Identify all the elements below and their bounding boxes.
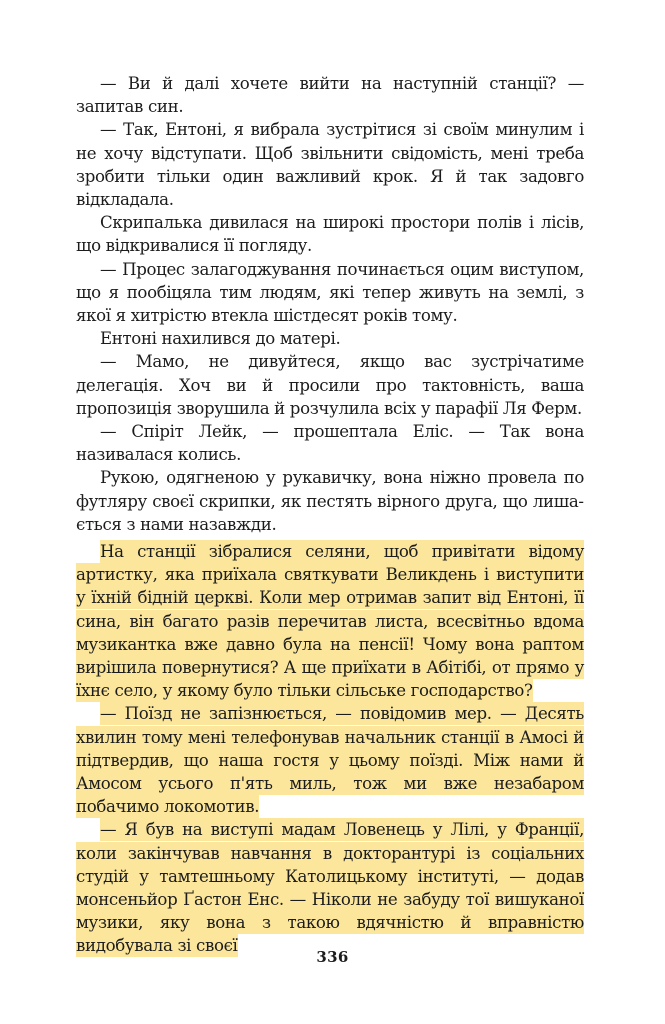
highlight: — Поїзд не запізнюється, — повідомив мер. — Десять хвилин тому мені телефонував начальник станції в Амосі й підтвердив, що наша гостя у цьому поїзді. Між нами й Амосом усього п'ять миль, тож ми вже незабаром побачимо локомотив. (76, 704, 584, 817)
paragraph: Скрипалька дивилася на широкі простори полів і лісів, що відкривалися її погляду. (76, 213, 584, 256)
paragraph: — Спіріт Лейк, — прошептала Еліс. — Так вона називалася колись. (76, 422, 584, 465)
paragraph: — Так, Ентоні, я вибрала зустрітися зі своїм минулим і не хочу відступати. Щоб звільнити свідомість, мені треба зробити тільки один важливий крок. Я й так задовго відкладала. (76, 120, 584, 210)
page-number: 336 (316, 948, 349, 966)
highlighted-text-block (76, 540, 584, 958)
paragraph: — Мамо, не дивуйтеся, якщо вас зустрічатиме делегація. Хоч ви й просили про тактовність, ваша пропозиція зворушила й розчулила всіх у парафії Ля Ферм. (76, 352, 584, 418)
highlighted-paragraph (76, 702, 584, 818)
paragraph: Ентоні нахилився до матері. (100, 329, 341, 349)
highlighted-paragraph (76, 540, 584, 702)
highlighted-paragraph (76, 818, 584, 957)
highlight: — Я був на виступі мадам Ловенець у Лілі, у Франції, коли закінчував навчання в докторантурі із соціальних студій у тамтешньому Католицькому інституті, — додав монсеньйор Ґастон Енс. — Ніколи не забуду тої вишуканої музики, яку вона з такою вдячністю й вправністю видобувала зі своєї (76, 820, 584, 956)
paragraph: Рукою, одягненою у рукавичку, вона ніжно провела по футляру своєї скрипки, як пестять вірного друга, що лишається з нами назавжди. (76, 468, 584, 534)
paragraph: — Процес залагоджування починається оцим виступом, що я пообіцяла тим людям, які тепер живуть на землі, з якої я хитрістю втекла шістдесят років тому. (76, 259, 584, 326)
top-text-block (76, 72, 584, 536)
paragraph: — Ви й далі хочете вийти на наступній станції? — запитав син. (76, 74, 584, 117)
highlight: На станції зібралися селяни, щоб привітати відому артистку, яка приїхала святкувати Великдень і виступити у їхній бідній церкві. Коли мер отримав запит від Ентоні, її сина, він багато разів перечитав листа, всесвітньо вдома музикантка вже давно була на пенсії! Чому вона раптом вирішила повернутися? А ще приїхати в Абітібі, от прямо у їхнє село, у якому було тільки сільське господарство? (76, 542, 584, 701)
